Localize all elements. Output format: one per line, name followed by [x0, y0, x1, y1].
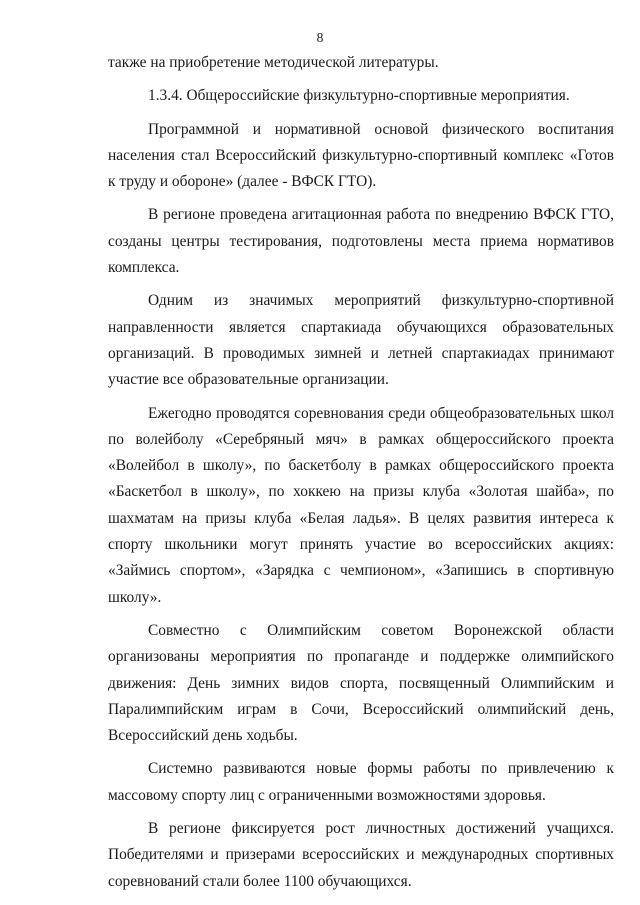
paragraph-continuation: также на приобретение методической литературы.: [108, 54, 439, 71]
paragraph-disability-sport: Системно развиваются новые формы работы по привлечению к массовому спорту лиц с ограниченными возможностями здоровья.: [108, 760, 614, 804]
document-body: [108, 50, 614, 902]
paragraph-spartakiad: Одним из значимых мероприятий физкультурно-спортивной направленности является спартакиада обучающихся образовательных организаций. В проводимых зимней и летней спартакиадах принимают участие все образовательные организации.: [108, 292, 614, 389]
paragraph-gto-campaign: В регионе проведена агитационная работа по внедрению ВФСК ГТО, созданы центры тестирования, подготовлены места приема нормативов комплекса.: [108, 206, 614, 277]
paragraph-school-competitions: Ежегодно проводятся соревнования среди общеобразовательных школ по волейболу «Серебряный мяч» в рамках общероссийского проекта «Волейбол в школу», по баскетболу в рамках общероссийского проекта «Баскетбол в школу», по хоккею на призы клуба «Золотая шайба», по шахматам на призы клуба «Белая ладья». В целях развития интереса к спорту школьники могут принять участие во всероссийских акциях: «Займись спортом», «Зарядка с чемпионом», «Запишись в спортивную школу».: [108, 404, 614, 606]
paragraph-olympic-council: Совместно с Олимпийским советом Воронежской области организованы мероприятия по пропаганде и поддержке олимпийского движения: День зимних видов спорта, посвященный Олимпийским и Паралимпийским играм в Сочи, Всероссийский олимпийский день, Всероссийский день ходьбы.: [108, 621, 614, 745]
section-heading: 1.3.4. Общероссийские физкультурно-спортивные мероприятия.: [148, 87, 570, 105]
page-number: 8: [316, 30, 324, 45]
paragraph-achievements: В регионе фиксируется рост личностных достижений учащихся. Победителями и призерами всероссийских и международных спортивных соревнований стали более 1100 обучающихся.: [108, 820, 614, 890]
paragraph-gto-basis: Программной и нормативной основой физического воспитания населения стал Всероссийский физкультурно-спортивный комплекс «Готов к труду и обороне» (далее - ВФСК ГТО).: [108, 120, 614, 191]
